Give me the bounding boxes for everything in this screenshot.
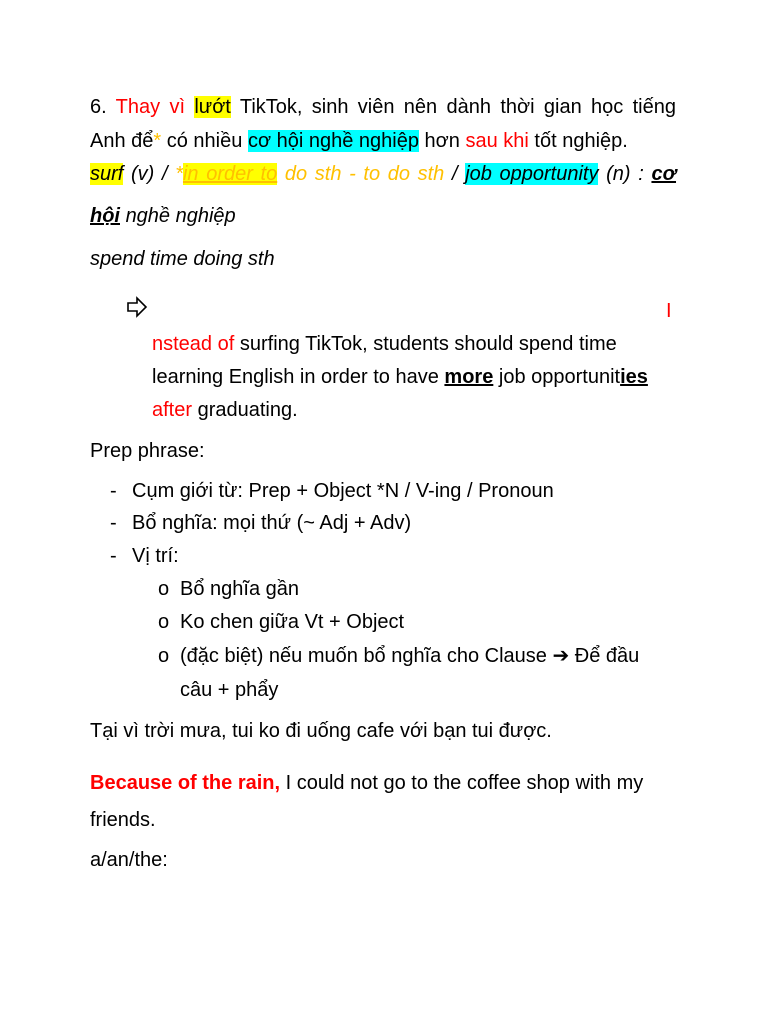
do-sth-text: do sth - to do sth [284, 163, 445, 185]
prep-sub-1: Bổ nghĩa gần [180, 578, 299, 600]
vocab-star: * [175, 163, 183, 185]
job-opportunity-highlight: job opportunity [465, 163, 599, 185]
spend-time-line [90, 245, 275, 273]
spend-time-text: spend time doing sth [90, 248, 275, 270]
answer-line2-a: learning English in order to have [152, 366, 439, 388]
o-bullet: o [158, 611, 170, 633]
prep-sub-2: Ko chen giữa Vt + Object [180, 611, 405, 633]
right-arrow-icon: ➔ [552, 645, 570, 667]
tot-nghiep-text: tốt nghiệp. [534, 130, 628, 152]
o-bullet: o [158, 645, 170, 667]
answer-letter-i: I [666, 300, 672, 322]
example-english-line-2: friends. [90, 809, 156, 831]
in-order-to-text: in order to [182, 163, 278, 185]
sub-list-item [158, 642, 639, 670]
prep-sub-3a: (đặc biệt) nếu muốn bổ nghĩa cho Clause [180, 645, 547, 667]
articles-heading: a/an/the: [90, 849, 168, 871]
example-english-line-1 [90, 769, 643, 797]
anh-de-text: Anh để [90, 130, 154, 152]
answer-line-2 [152, 363, 648, 391]
after-text: after [152, 399, 193, 421]
q6-line-1 [90, 93, 676, 121]
dash-bullet: - [110, 480, 117, 502]
vocab-line-2 [90, 202, 236, 230]
nghe-nghiep-text: nghề nghiệp [125, 205, 236, 227]
list-item [110, 509, 411, 537]
prep-heading: Prep phrase: [90, 440, 205, 462]
dash-bullet: - [110, 512, 117, 534]
co-nhieu-text: có nhiều [166, 130, 243, 152]
dash-bullet: - [110, 545, 117, 567]
luot-highlight: lướt [194, 96, 231, 118]
list-item [110, 542, 179, 570]
job-pos: (n) : [606, 163, 644, 185]
prep-sub-3b: Để đầu [574, 645, 640, 667]
graduating-text: graduating. [197, 399, 298, 421]
hon-text: hơn [424, 130, 460, 152]
co-hoi-highlight: cơ hội nghề nghiệp [247, 130, 419, 152]
prep-sub-3-continued: câu + phẩy [180, 679, 279, 701]
q6-line-2 [90, 127, 628, 155]
nstead-of-text: nstead of [152, 333, 235, 355]
example-english-rest: I could not go to the coffee shop with my [285, 772, 644, 794]
thay-vi-text: Thay vì [115, 96, 186, 118]
co-text: cơ [651, 163, 677, 185]
more-text: more [444, 366, 494, 388]
list-item [110, 477, 554, 505]
surf-highlight: surf [90, 163, 124, 185]
hollow-right-arrow-icon [126, 296, 148, 318]
answer-line1-rest: surfing TikTok, students should spend time [239, 333, 617, 355]
example-vietnamese: Tại vì trời mưa, tui ko đi uống cafe với bạn tui được. [90, 720, 552, 742]
answer-line-1 [152, 330, 617, 358]
hoi-text: hội [90, 205, 120, 227]
prep-item-2: Bổ nghĩa: mọi thứ (~ Adj + Adv) [132, 512, 412, 534]
sub-list-item [158, 608, 404, 636]
star-marker: * [153, 130, 162, 152]
because-of-the-rain: Because of the rain, [90, 772, 281, 794]
surf-pos: (v) / [131, 163, 168, 185]
ies-text: ies [620, 366, 648, 388]
sub-list-item [158, 575, 299, 603]
prep-item-1: Cụm giới từ: Prep + Object *N / V-ing / Pronoun [132, 480, 554, 502]
o-bullet: o [158, 578, 170, 600]
answer-line2-b: job opportunit [498, 366, 621, 388]
q6-line1-rest: TikTok, sinh viên nên dành thời gian học tiếng [239, 96, 676, 118]
sau-khi-text: sau khi [465, 130, 529, 152]
question-number: 6. [90, 96, 107, 118]
vocab-slash: / [451, 163, 458, 185]
vocab-line-1 [90, 160, 676, 188]
prep-item-3: Vị trí: [132, 545, 179, 567]
answer-line-3 [152, 396, 298, 424]
